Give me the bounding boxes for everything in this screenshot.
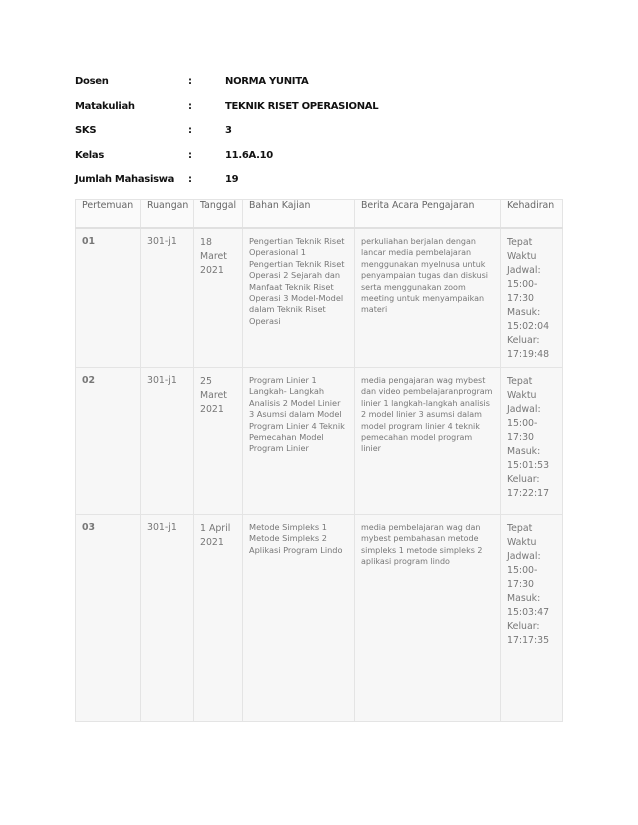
date: 25 Maret 2021: [194, 368, 243, 515]
column-header-tanggal: Tanggal: [194, 200, 243, 229]
attendance: [501, 368, 563, 515]
attendance-schedule: Jadwal: 15:00-17:30: [507, 265, 541, 304]
column-header-pertemuan: Pertemuan: [76, 200, 141, 229]
meeting-table: [75, 199, 563, 722]
info-value: 19: [225, 174, 239, 186]
info-value: NORMA YUNITA: [225, 76, 309, 87]
attendance-out: Keluar: 17:17:35: [507, 621, 550, 646]
info-value: 3: [225, 125, 232, 137]
attendance-out: Keluar: 17:22:17: [507, 474, 550, 499]
room: 301-j1: [141, 515, 194, 722]
table-row: [76, 228, 563, 368]
table-row: [76, 515, 563, 722]
info-separator: :: [188, 100, 192, 112]
attendance-out: Keluar: 17:19:48: [507, 335, 550, 360]
table-row: [76, 368, 563, 515]
info-separator: :: [188, 76, 192, 87]
attendance-in: Masuk: 15:01:53: [507, 446, 550, 471]
info-separator: :: [188, 125, 192, 137]
column-header-ruangan: Ruangan: [141, 200, 194, 229]
attendance: [501, 515, 563, 722]
info-label: SKS: [75, 125, 97, 137]
meeting-number: 01: [76, 228, 141, 368]
info-label: Dosen: [75, 76, 109, 87]
study-material: Metode Simpleks 1 Metode Simpleks 2 Aplikasi Program Lindo: [243, 515, 355, 722]
attendance: [501, 228, 563, 368]
info-value: 11.6A.10: [225, 149, 273, 161]
attendance-status: Tepat Waktu: [507, 523, 537, 548]
info-label: Kelas: [75, 149, 104, 161]
attendance-schedule: Jadwal: 15:00-17:30: [507, 551, 541, 590]
meeting-number: 02: [76, 368, 141, 515]
info-value: TEKNIK RISET OPERASIONAL: [225, 100, 379, 112]
column-header-bahan-kajian: Bahan Kajian: [243, 200, 355, 229]
info-label: Matakuliah: [75, 100, 135, 112]
info-label: Jumlah Mahasiswa: [75, 174, 175, 186]
attendance-in: Masuk: 15:03:47: [507, 593, 550, 618]
date: 1 April 2021: [194, 515, 243, 722]
info-separator: :: [188, 149, 192, 161]
teaching-notes: media pembelajaran wag dan mybest pembahasan metode simpleks 1 metode simpleks 2 aplikasi program lindo: [355, 515, 501, 722]
column-header-berita-acara: Berita Acara Pengajaran: [355, 200, 501, 229]
teaching-notes: media pengajaran wag mybest dan video pembelajaranprogram linier 1 langkah-langkah analisis 2 model linier 3 asumsi dalam model program linier 4 teknik pemecahan model program linier: [355, 368, 501, 515]
column-header-kehadiran: Kehadiran: [501, 200, 563, 229]
table-header-row: [76, 200, 563, 229]
attendance-status: Tepat Waktu: [507, 376, 537, 401]
attendance-in: Masuk: 15:02:04: [507, 307, 550, 332]
room: 301-j1: [141, 228, 194, 368]
attendance-schedule: Jadwal: 15:00-17:30: [507, 404, 541, 443]
attendance-status: Tepat Waktu: [507, 237, 537, 262]
teaching-notes: perkuliahan berjalan dengan lancar media pembelajaran menggunakan myelnusa untuk penyampaian tugas dan diskusi serta menggunakan zoom meeting untuk menyampaikan materi: [355, 228, 501, 368]
meeting-number: 03: [76, 515, 141, 722]
study-material: Pengertian Teknik Riset Operasional 1 Pengertian Teknik Riset Operasi 2 Sejarah dan Manfaat Teknik Riset Operasi 3 Model-Model dalam Teknik Riset Operasi: [243, 228, 355, 368]
study-material: Program Linier 1 Langkah- Langkah Analisis 2 Model Linier 3 Asumsi dalam Model Program Linier 4 Teknik Pemecahan Model Program Linier: [243, 368, 355, 515]
info-separator: :: [188, 174, 192, 186]
date: 18 Maret 2021: [194, 228, 243, 368]
room: 301-j1: [141, 368, 194, 515]
